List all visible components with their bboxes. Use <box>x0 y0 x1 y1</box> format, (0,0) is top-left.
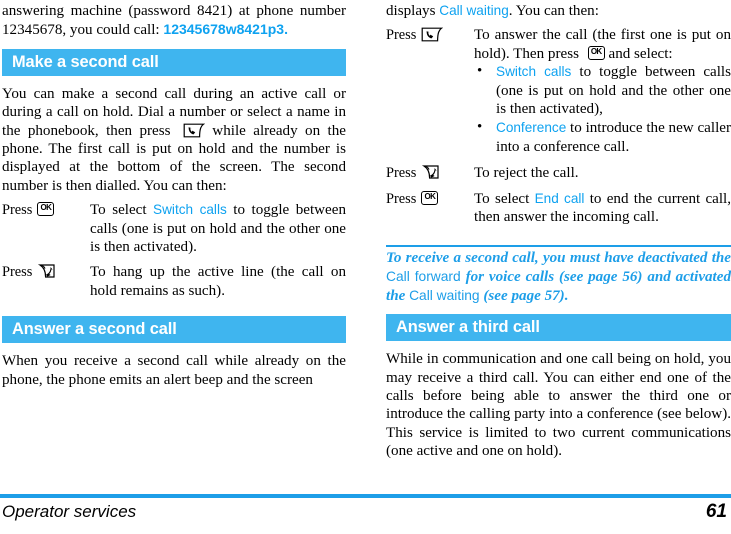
note-divider <box>386 245 731 247</box>
ok-key-icon <box>588 46 605 60</box>
table-row <box>386 164 731 189</box>
left-column <box>0 2 366 461</box>
section-heading-answer-a-second-call: Answer a second call <box>2 316 346 343</box>
description-part2: to end the current call, then answer the incoming call. <box>474 190 731 226</box>
description-cell <box>474 164 731 189</box>
intro-paragraph <box>2 2 346 40</box>
note-block <box>386 249 731 305</box>
press-label: Press <box>386 165 417 182</box>
continuation-paragraph <box>386 2 731 20</box>
section-heading-answer-a-third-call: Answer a third call <box>386 314 731 341</box>
description-part1: To reject the call. <box>474 165 579 182</box>
footer-chapter-title: Operator services <box>2 502 137 521</box>
note-term-call-waiting: Call waiting <box>409 287 480 303</box>
hangup-key-icon <box>421 164 443 180</box>
description-part1: To select <box>90 202 154 219</box>
press-label: Press <box>2 264 33 281</box>
note-term-call-forward: Call forward <box>386 269 461 285</box>
description-part2: and select: <box>604 45 673 62</box>
paragraph-text-part2: while already on the phone. The first call is put on hold and the number is displayed at the bottom of the screen. The second number is then dialled. You can then: <box>2 122 346 194</box>
options-bullet-list <box>474 63 731 156</box>
table-row <box>386 26 731 164</box>
menu-term-conference: Conference <box>496 120 567 136</box>
menu-term-end-call: End call <box>534 190 585 206</box>
table-row <box>2 201 346 263</box>
key-cell <box>2 263 90 307</box>
ok-key-icon <box>421 191 438 205</box>
pickup-key-icon <box>421 27 443 42</box>
description-cell <box>474 190 731 234</box>
footer-page-number: 61 <box>705 501 727 522</box>
table-row <box>2 263 346 307</box>
description-cell <box>90 263 346 307</box>
menu-term-switch-calls: Switch calls <box>496 64 572 80</box>
description-part1: To answer the call (the first one is put on hold). Then press <box>474 27 731 62</box>
make-second-call-key-table <box>2 201 346 307</box>
continuation-part2: . You can then: <box>508 3 599 19</box>
description-cell <box>90 201 346 263</box>
list-item <box>474 119 731 156</box>
description-part1: To hang up the active line (the call on hold remains as such). <box>90 264 346 299</box>
table-row <box>386 190 731 234</box>
key-cell <box>386 190 474 234</box>
pickup-key-icon <box>183 123 205 138</box>
answer-second-call-paragraph: When you receive a second call while already on the phone, the phone emits an alert beep and the screen <box>2 353 346 388</box>
description-cell <box>474 26 731 164</box>
list-item <box>474 63 731 118</box>
note-seg3: for voice calls (see page 56) and activated the <box>386 269 731 304</box>
hangup-key-icon <box>37 263 59 279</box>
example-dial-string: 12345678w8421p3. <box>163 21 288 38</box>
right-column <box>366 2 731 461</box>
make-second-call-paragraph <box>2 85 346 195</box>
key-cell <box>2 201 90 263</box>
intro-text: answering machine (password 8421) at phone number 12345678, you could call: <box>2 3 346 39</box>
key-cell <box>386 26 474 164</box>
note-seg1: To receive a second call, you must have deactivated the <box>386 250 731 267</box>
page-footer <box>0 494 731 534</box>
press-label: Press <box>386 190 417 207</box>
footer-content <box>0 498 731 523</box>
section-heading-make-a-second-call: Make a second call <box>2 49 346 76</box>
press-label: Press <box>386 27 417 44</box>
continuation-part1: displays <box>386 3 440 19</box>
description-part2: to toggle between calls (one is put on hold and the other one is then activated). <box>90 202 346 256</box>
description-part1: To select <box>474 190 535 207</box>
bullet-text: to introduce the new caller into a conference call. <box>496 120 731 155</box>
key-cell <box>386 164 474 189</box>
answer-second-call-key-table <box>386 26 731 233</box>
menu-term-call-waiting: Call waiting <box>439 3 509 18</box>
paragraph-text-part1: You can make a second call during an active call or during a call on hold. Dial a number or select a name in the phonebook, then press <box>2 85 346 139</box>
ok-key-icon <box>37 202 54 216</box>
bullet-text: to toggle between calls (one is put on hold and the other one is then activated), <box>496 64 731 118</box>
note-seg5: (see page 57). <box>479 287 569 304</box>
press-label: Press <box>2 202 33 219</box>
answer-third-call-paragraph: While in communication and one call being on hold, you may receive a third call. You can either end one of the calls before being able to answer the third one or introduce the calling party into a conference (see below). This service is limited to two current communications (one active and one on hold). <box>386 351 731 460</box>
menu-term-switch-calls: Switch calls <box>153 202 227 218</box>
